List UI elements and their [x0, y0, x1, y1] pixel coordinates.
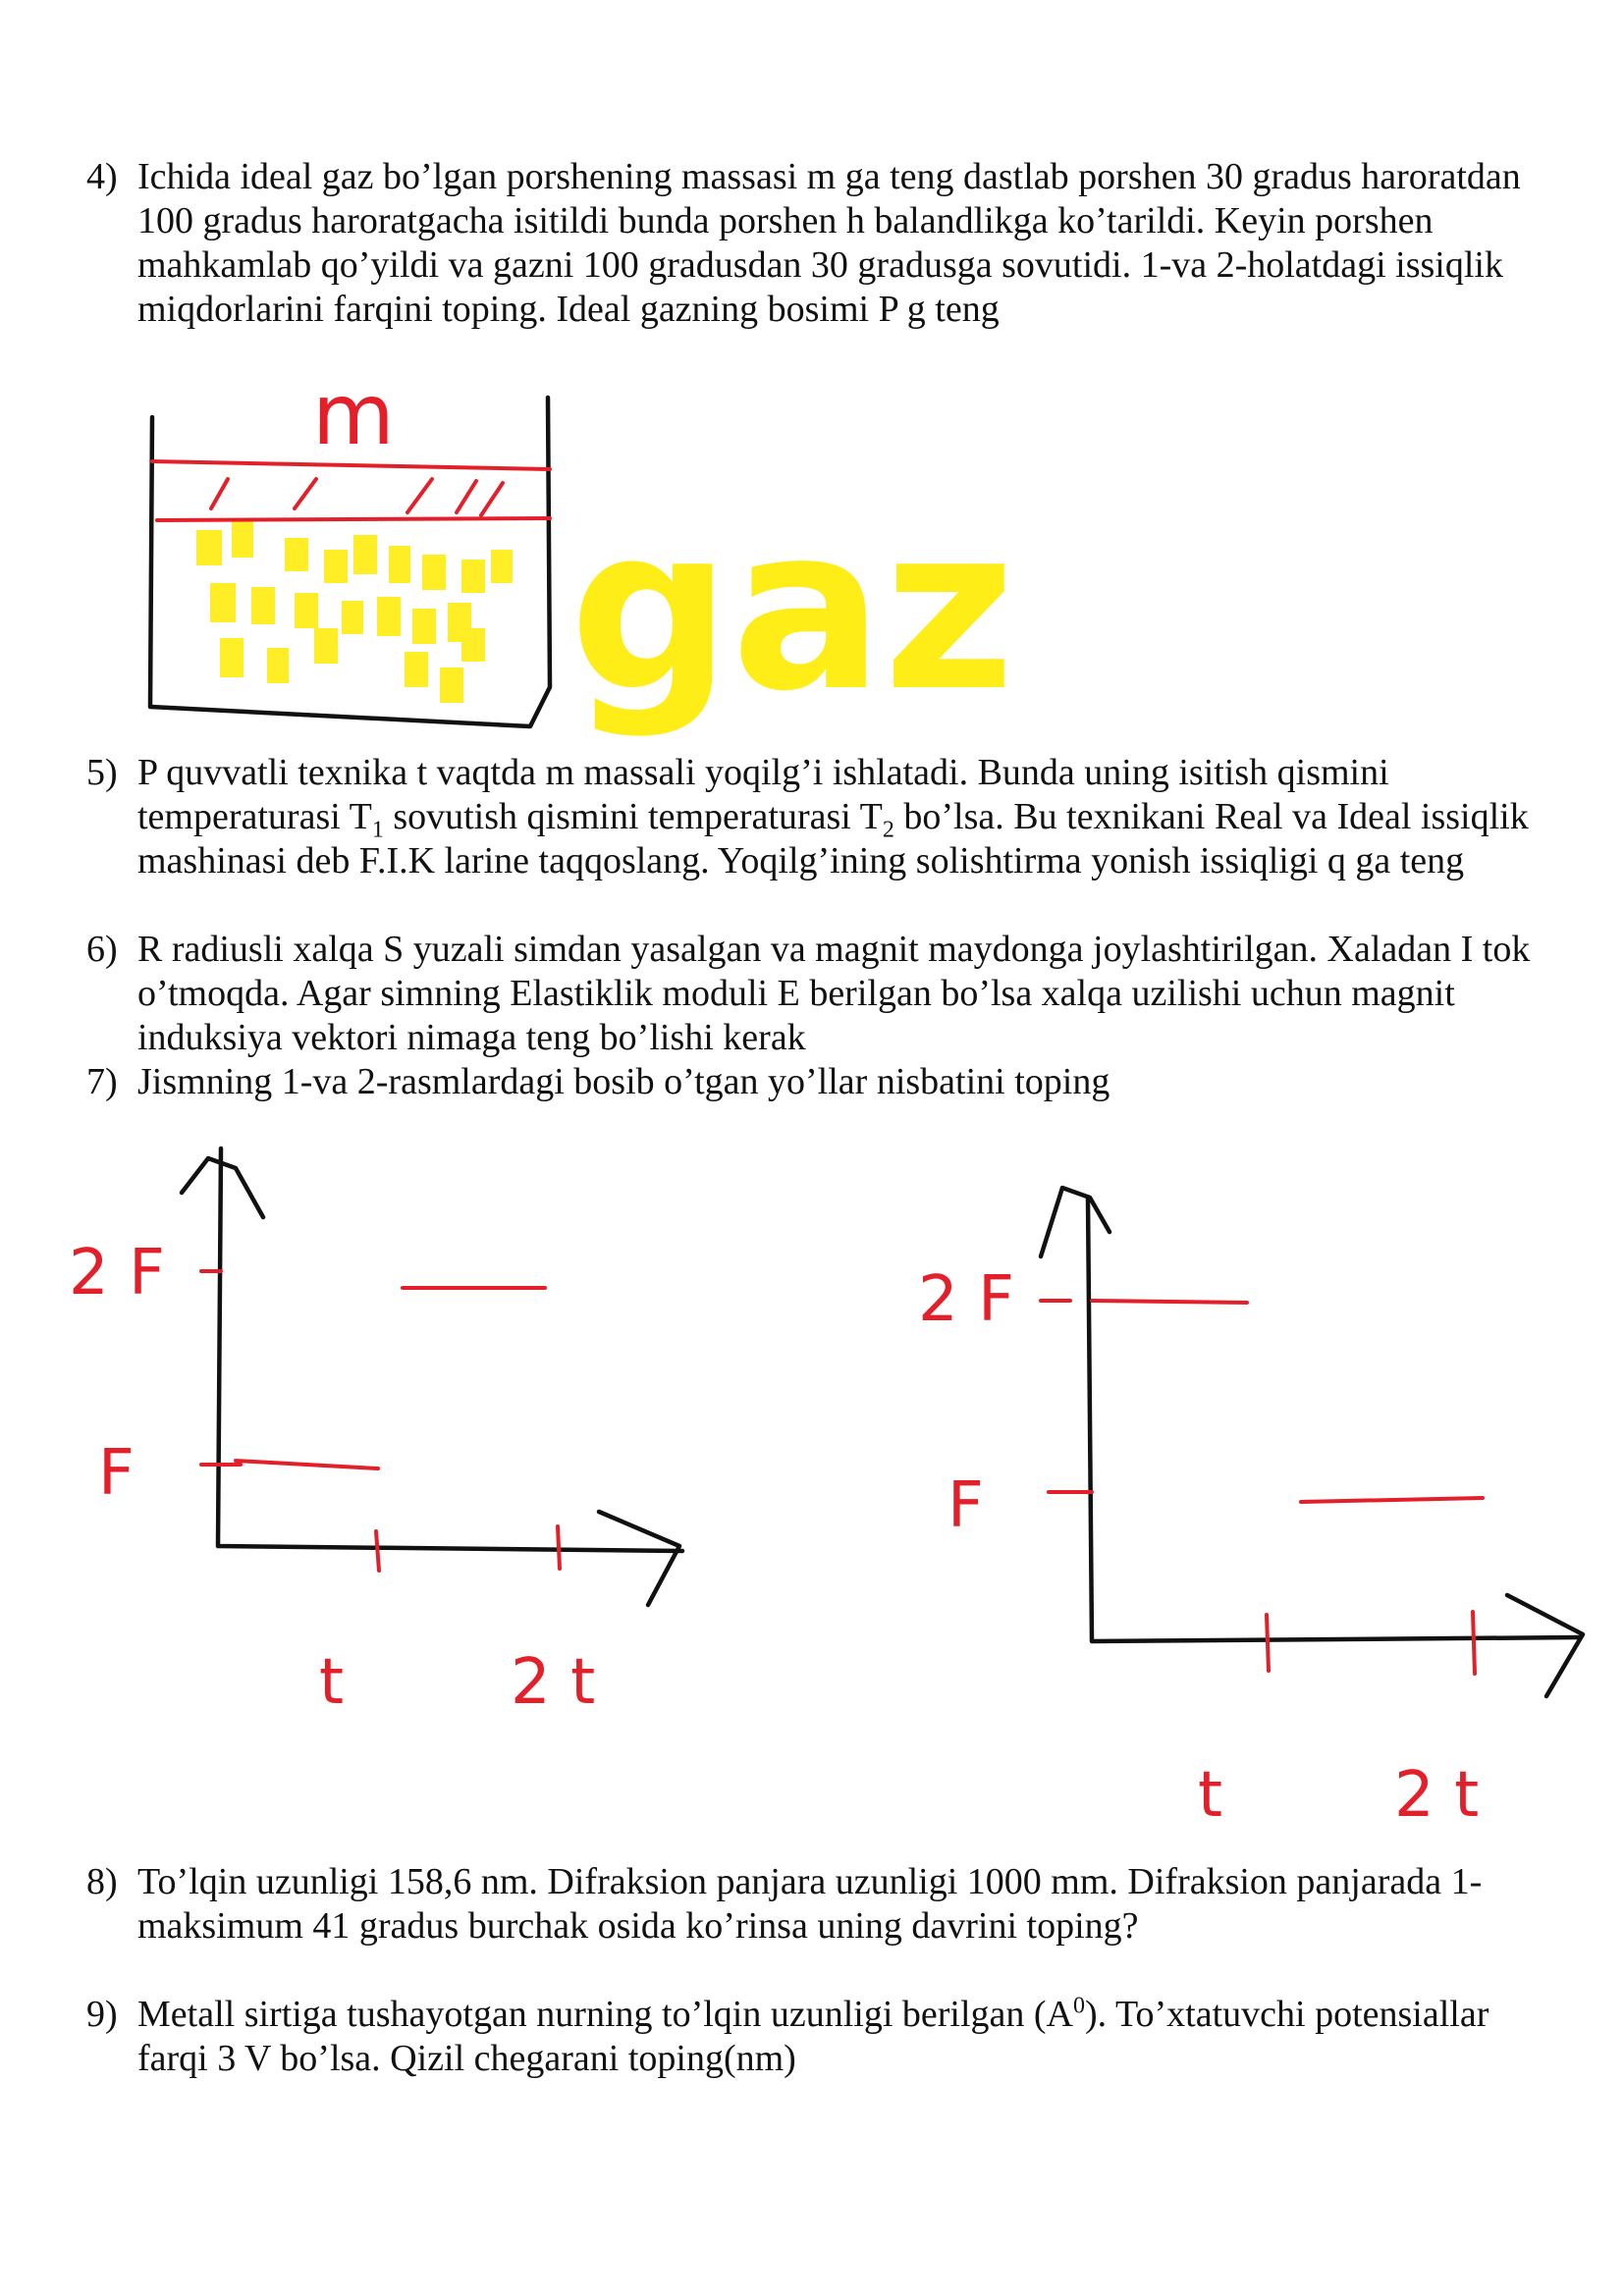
- mass-label: m: [312, 366, 395, 464]
- problem-5: [86, 751, 1540, 883]
- problem-number: 9): [86, 1994, 118, 2035]
- graph1-x-label-2t: 2 t: [511, 1646, 596, 1719]
- problem-number: 6): [86, 929, 118, 970]
- problem-text: Metall sirtiga tushayotgan nurning to’lqin uzunligi berilgan $(A^0)$. To’xtatuvchi potensiallar farqi 3 V bo’lsa. Qizil chegarani toping(nm): [137, 1993, 1489, 2079]
- graph2-y-label-f: F: [947, 1469, 984, 1542]
- problem-7: [86, 1060, 1540, 1104]
- problem-text: P quvvatli texnika t vaqtda m massali yoqilg’i ishlatadi. Bunda uning isitish qismini temperaturasi $T_1$ sovutish qismini temperaturasi $T_2$ bo’lsa. Bu texnikani Real va Ideal issiqlik mashinasi deb F.I.K larine taqqoslang. Yoqilg’ining solishtirma yonish issiqligi q ga teng: [137, 752, 1529, 881]
- graph2-y-label-2f: 2 F: [918, 1263, 1014, 1336]
- problem-text: To’lqin uzunligi 158,6 nm. Difraksion panjara uzunligi 1000 mm. Difraksion panjarada 1-maksimum 41 gradus burchak osida ko’rinsa uning davrini toping?: [137, 1861, 1483, 1947]
- y-arrow-head: [1041, 1188, 1110, 1256]
- graph1-y-label-2f: 2 F: [69, 1237, 165, 1309]
- y-axis: [218, 1148, 682, 1551]
- problem-number: 7): [86, 1061, 118, 1102]
- problem-8: [86, 1860, 1540, 1949]
- graph2-x-label-2t: 2 t: [1394, 1759, 1480, 1832]
- y-axis: [1088, 1198, 1581, 1641]
- problem-text: Jismning 1-va 2-rasmlardagi bosib o’tgan yo’llar nisbatini toping: [137, 1061, 1110, 1102]
- x-arrow-head: [599, 1512, 679, 1605]
- problem-text: Ichida ideal gaz bo’lgan porshening massasi m ga teng dastlab porshen 30 gradus haroratdan 100 gradus haroratgacha isitildi bunda porshen h balandlikga ko’tarildi. Keyin porshen mahkamlab qo’yildi va gazni 100 gradusdan 30 gradusga sovutidi. 1-va 2-holatdagi issiqlik miqdorlarini farqini toping. Ideal gazning bosimi P g teng: [137, 156, 1521, 330]
- y-arrow-head: [182, 1158, 263, 1217]
- graph2-x-label-t: t: [1198, 1759, 1223, 1832]
- problem-number: 8): [86, 1861, 118, 1902]
- graph1-x-label-t: t: [319, 1646, 345, 1719]
- problem-number: 4): [86, 156, 118, 197]
- problem-4: [86, 155, 1540, 332]
- graph1-y-label-f: F: [98, 1437, 135, 1510]
- problem-9: [86, 1993, 1540, 2081]
- gas-highlight-marks: [196, 518, 513, 703]
- problem-number: 5): [86, 752, 118, 793]
- problem-6: [86, 928, 1540, 1060]
- x-arrow-head: [1507, 1595, 1583, 1696]
- problem-text: R radiusli xalqa S yuzali simdan yasalgan va magnit maydonga joylashtirilgan. Xaladan I tok o’tmoqda. Agar simning Elastiklik moduli E berilgan bo’lsa xalqa uzilishi uchun magnit induksiya vektori nimaga teng bo’lishi kerak: [137, 929, 1531, 1058]
- gas-label: gaz: [569, 479, 1015, 741]
